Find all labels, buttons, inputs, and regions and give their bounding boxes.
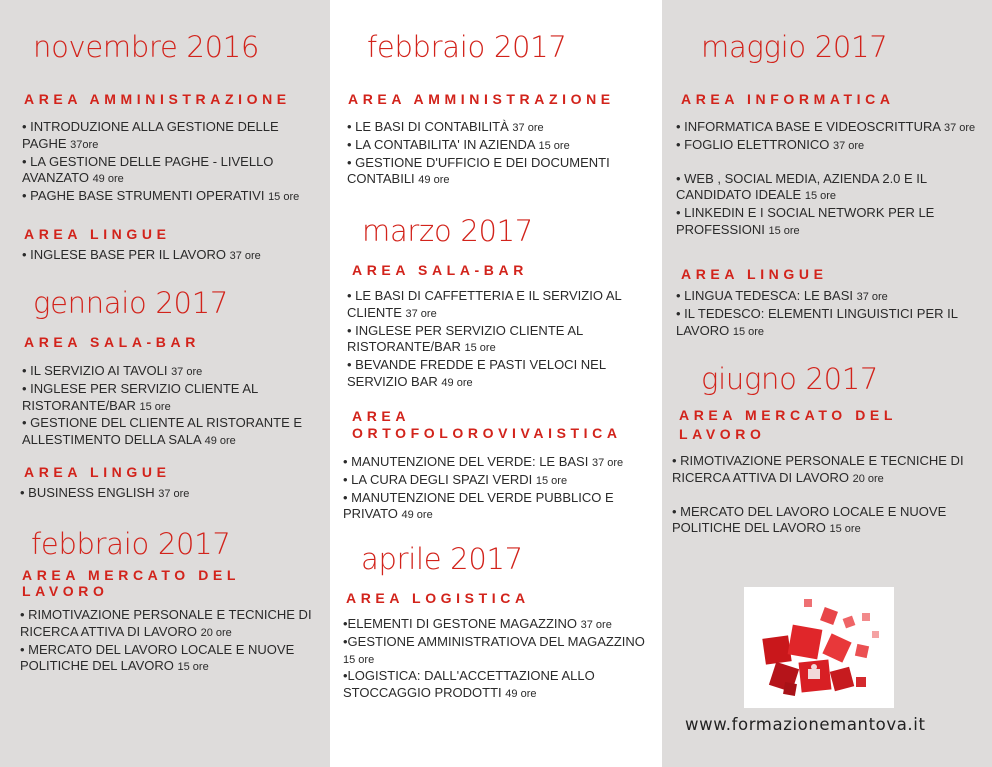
area-heading: AREA LINGUE bbox=[681, 266, 828, 282]
course-item: • INGLESE PER SERVIZIO CLIENTE AL RISTORANTE/BAR 15 ore bbox=[22, 380, 258, 413]
area-heading: AREA MERCATO DEL bbox=[22, 567, 241, 583]
area-heading: AREA LINGUE bbox=[24, 226, 171, 242]
course-item: • LE BASI DI CONTABILITÀ 37 ore bbox=[347, 119, 544, 134]
course-item: • LA GESTIONE DELLE PAGHE - LIVELLO AVANZATO 49 ore bbox=[22, 153, 274, 186]
area-heading: AREA LOGISTICA bbox=[346, 590, 530, 606]
area-heading: AREA INFORMATICA bbox=[681, 91, 895, 107]
course-list bbox=[347, 119, 647, 189]
month-heading: giugno 2017 bbox=[701, 362, 879, 396]
course-item: • BEVANDE FREDDE E PASTI VELOCI NEL SERVIZIO BAR 49 ore bbox=[347, 357, 606, 389]
area-heading-line2: LAVORO bbox=[679, 426, 766, 442]
course-item: • MANUTENZIONE DEL VERDE PUBBLICO E PRIVATO 49 ore bbox=[343, 489, 614, 522]
course-item: • LA CURA DEGLI SPAZI VERDI 15 ore bbox=[343, 471, 568, 487]
area-heading: AREA AMMINISTRAZIONE bbox=[348, 91, 615, 107]
course-item: • LA CONTABILITA' IN AZIENDA 15 ore bbox=[347, 136, 570, 152]
course-item: • IL TEDESCO: ELEMENTI LINGUISTICI PER IL LAVORO 15 ore bbox=[676, 305, 958, 338]
website-url[interactable]: www.formazionemantova.it bbox=[685, 715, 926, 734]
course-item: • PAGHE BASE STRUMENTI OPERATIVI 15 ore bbox=[22, 188, 300, 204]
course-item: • INFORMATICA BASE E VIDEOSCRITTURA 37 ore bbox=[676, 119, 976, 134]
course-list bbox=[22, 119, 322, 206]
course-item: • INGLESE BASE PER IL LAVORO 37 ore bbox=[22, 247, 261, 262]
course-item: •LOGISTICA: DALL'ACCETTAZIONE ALLO STOCCAGGIO PRODOTTI 49 ore bbox=[343, 668, 595, 701]
area-heading: AREA bbox=[352, 408, 411, 424]
area-heading-line2: LAVORO bbox=[22, 583, 109, 599]
month-heading: marzo 2017 bbox=[362, 214, 533, 248]
course-item: • RIMOTIVAZIONE PERSONALE E TECNICHE DI RICERCA ATTIVA DI LAVORO 20 ore bbox=[672, 453, 964, 485]
month-heading: maggio 2017 bbox=[701, 30, 888, 64]
area-heading: AREA SALA-BAR bbox=[24, 334, 200, 350]
course-item: • WEB , SOCIAL MEDIA, AZIENDA 2.0 E IL CANDIDATO IDEALE 15 ore bbox=[676, 170, 927, 203]
course-list bbox=[343, 616, 653, 703]
course-item: • FOGLIO ELETTRONICO 37 ore bbox=[676, 136, 865, 152]
area-heading: AREA MERCATO DEL bbox=[679, 407, 898, 423]
course-item: • LINKEDIN E I SOCIAL NETWORK PER LE PROFESSIONI 15 ore bbox=[676, 205, 935, 237]
course-item: • GESTIONE D'UFFICIO E DEI DOCUMENTI CONTABILI 49 ore bbox=[347, 154, 610, 187]
course-item: •ELEMENTI DI GESTONE MAGAZZINO 37 ore bbox=[343, 616, 612, 631]
course-item: • MERCATO DEL LAVORO LOCALE E NUOVE POLITICHE DEL LAVORO 15 ore bbox=[672, 503, 947, 536]
course-item: • MANUTENZIONE DEL VERDE: LE BASI 37 ore bbox=[343, 454, 624, 469]
area-heading: AREA AMMINISTRAZIONE bbox=[24, 91, 291, 107]
course-item: • RIMOTIVAZIONE PERSONALE E TECNICHE DI RICERCA ATTIVA DI LAVORO 20 ore bbox=[20, 607, 312, 639]
month-heading: febbraio 2017 bbox=[31, 527, 231, 561]
red-cubes-logo-icon bbox=[744, 587, 894, 708]
course-item: • GESTIONE DEL CLIENTE AL RISTORANTE E ALLESTIMENTO DELLA SALA 49 ore bbox=[22, 415, 303, 448]
area-heading-line2: ORTOFOLOROVIVAISTICA bbox=[352, 425, 622, 441]
course-item: •GESTIONE AMMINISTRATIOVA DEL MAGAZZINO 15 ore bbox=[343, 633, 645, 666]
month-heading: gennaio 2017 bbox=[33, 286, 228, 320]
course-item: • LE BASI DI CAFFETTERIA E IL SERVIZIO AL CLIENTE 37 ore bbox=[347, 288, 622, 320]
course-list bbox=[347, 288, 652, 392]
course-list bbox=[672, 453, 982, 538]
course-list bbox=[22, 363, 322, 450]
area-heading: AREA SALA-BAR bbox=[352, 262, 528, 278]
course-list bbox=[20, 607, 325, 676]
course-item: • LINGUA TEDESCA: LE BASI 37 ore bbox=[676, 288, 888, 303]
course-list bbox=[676, 288, 976, 340]
month-heading: novembre 2016 bbox=[33, 30, 260, 64]
course-item: • IL SERVIZIO AI TAVOLI 37 ore bbox=[22, 363, 203, 378]
course-item: • INTRODUZIONE ALLA GESTIONE DELLE PAGHE 37ore bbox=[22, 119, 279, 151]
course-list bbox=[676, 119, 976, 240]
course-list bbox=[343, 454, 658, 524]
course-item: • BUSINESS ENGLISH 37 ore bbox=[20, 485, 190, 500]
course-item: • MERCATO DEL LAVORO LOCALE E NUOVE POLITICHE DEL LAVORO 15 ore bbox=[20, 641, 295, 674]
course-item: • INGLESE PER SERVIZIO CLIENTE AL RISTORANTE/BAR 15 ore bbox=[347, 322, 583, 355]
logo-graphic bbox=[744, 587, 894, 708]
course-list bbox=[20, 485, 320, 503]
month-heading: febbraio 2017 bbox=[367, 30, 567, 64]
area-heading: AREA LINGUE bbox=[24, 464, 171, 480]
course-list bbox=[22, 247, 322, 265]
month-heading: aprile 2017 bbox=[361, 542, 523, 576]
